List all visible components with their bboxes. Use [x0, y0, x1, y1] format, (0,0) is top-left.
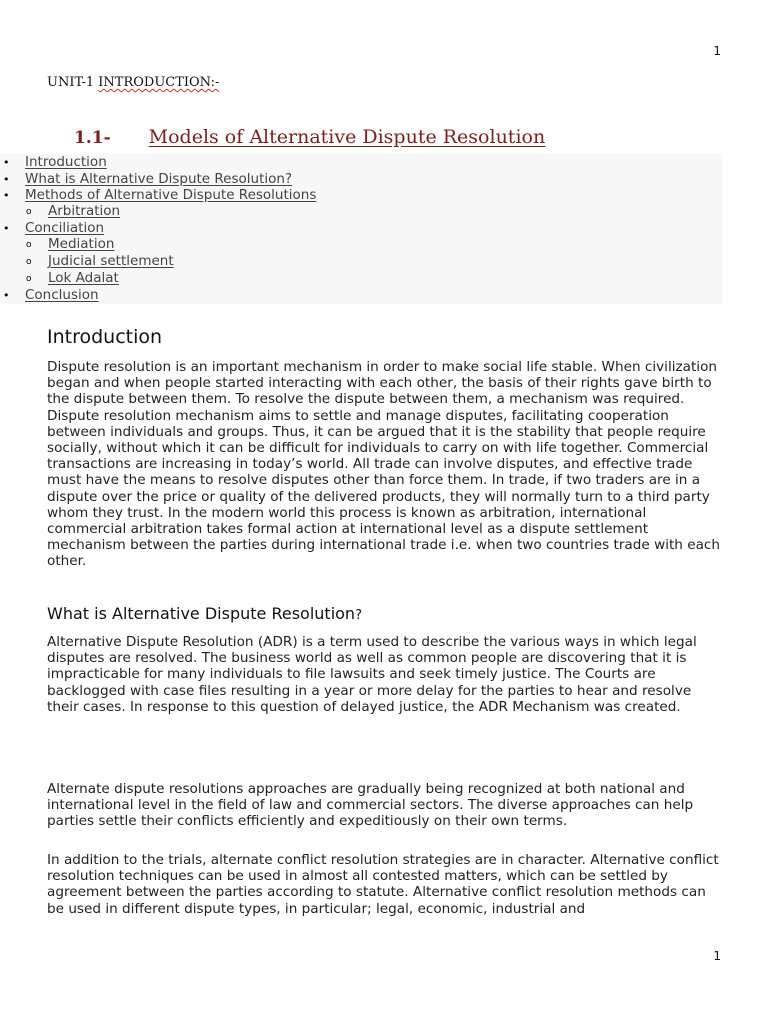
page-number-top: 1: [713, 44, 721, 58]
toc-link[interactable]: Mediation: [48, 236, 115, 252]
adr-paragraph-1: Alternative Dispute Resolution (ADR) is a term used to describe the various ways in which legal disputes are resolved. The business world as well as common people are discovering that it is impracticable for many individuals to file lawsuits and seek timely justice. The Courts are backlogged with case files resulting in a year or more delay for the parties to hear and resolve their cases. In response to this question of delayed justice, the ADR Mechanism was created.: [47, 634, 697, 715]
toc-bullet: o: [26, 274, 32, 284]
toc-link[interactable]: Conclusion: [25, 287, 99, 303]
toc-bullet: •: [3, 156, 10, 169]
toc-item-conciliation[interactable]: [3, 220, 105, 236]
section-heading: [74, 126, 545, 148]
adr-paragraph-2: Alternate dispute resolutions approaches are gradually being recognized at both national and international level in the field of law and commercial sectors. The diverse approaches can help parties settle their conflicts efficiently and expeditiously on their own terms.: [47, 781, 694, 830]
toc-item-judicial-settlement[interactable]: [26, 253, 174, 269]
toc-bullet: o: [26, 240, 32, 250]
what-is-adr-heading-text: What is Alternative Dispute Resolution: [47, 604, 356, 623]
what-is-adr-heading: [47, 604, 723, 623]
toc-item-methods[interactable]: [3, 187, 317, 203]
table-of-contents: [0, 154, 722, 304]
toc-bullet: •: [3, 173, 10, 186]
page-number-bottom: 1: [713, 949, 721, 963]
toc-bullet: •: [3, 222, 10, 235]
toc-item-mediation[interactable]: [26, 236, 115, 252]
introduction-paragraph: Dispute resolution is an important mechanism in order to make social life stable. When civilization began and when people started interacting with each other, the basis of their rights gave birth to the dispute between them. To resolve the dispute between them, a mechanism was required. Dispute resolution mechanism aims to settle and manage disputes, facilitating cooperation between individuals and groups. Thus, it can be argued that it is the stability that people require socially, without which it can be difficult for individuals to carry on with life together. Commercial transactions are increasing in today’s world. All trade can involve disputes, and effective trade must have the means to resolve disputes other than force them. In trade, if two traders are in a dispute over the price or quality of the delivered products, they will normally turn to a third party whom they trust. In the modern world this process is known as arbitration, international commercial arbitration takes formal action at international level as a dispute settlement mechanism between the parties during international trade i.e. when two countries trade with each other.: [47, 359, 721, 570]
toc-bullet: o: [26, 257, 32, 267]
toc-link[interactable]: Arbitration: [48, 203, 121, 219]
section-number: 1.1-: [74, 128, 111, 148]
unit-heading-label: INTRODUCTION:-: [98, 75, 220, 90]
toc-bullet: •: [3, 289, 10, 302]
toc-bullet: •: [3, 189, 10, 202]
toc-link[interactable]: Judicial settlement: [48, 253, 174, 269]
toc-link[interactable]: Introduction: [25, 154, 107, 170]
toc-link[interactable]: Conciliation: [25, 220, 105, 236]
unit-heading: [47, 75, 219, 90]
toc-item-conclusion[interactable]: [3, 287, 99, 303]
toc-item-arbitration[interactable]: [26, 203, 121, 219]
toc-link[interactable]: Methods of Alternative Dispute Resolutions: [25, 187, 317, 203]
toc-bullet: o: [26, 207, 32, 217]
section-title: Models of Alternative Dispute Resolution: [148, 126, 546, 148]
unit-heading-prefix: UNIT-1: [47, 75, 99, 90]
toc-link[interactable]: Lok Adalat: [48, 270, 119, 286]
adr-paragraph-3: In addition to the trials, alternate conflict resolution strategies are in character. Alternative conflict resolution techniques can be used in almost all contested matters, which can be settled by agreement between the parties according to statute. Alternative conflict resolution methods can be used in different dispute types, in particular; legal, economic, industrial and: [47, 852, 719, 917]
toc-link[interactable]: What is Alternative Dispute Resolution?: [25, 171, 293, 187]
introduction-heading: Introduction: [47, 326, 163, 348]
toc-item-what-is-adr[interactable]: [3, 171, 293, 187]
toc-item-introduction[interactable]: [3, 154, 107, 170]
toc-item-lok-adalat[interactable]: [26, 270, 119, 286]
what-is-adr-heading-suffix: ?: [355, 608, 362, 623]
